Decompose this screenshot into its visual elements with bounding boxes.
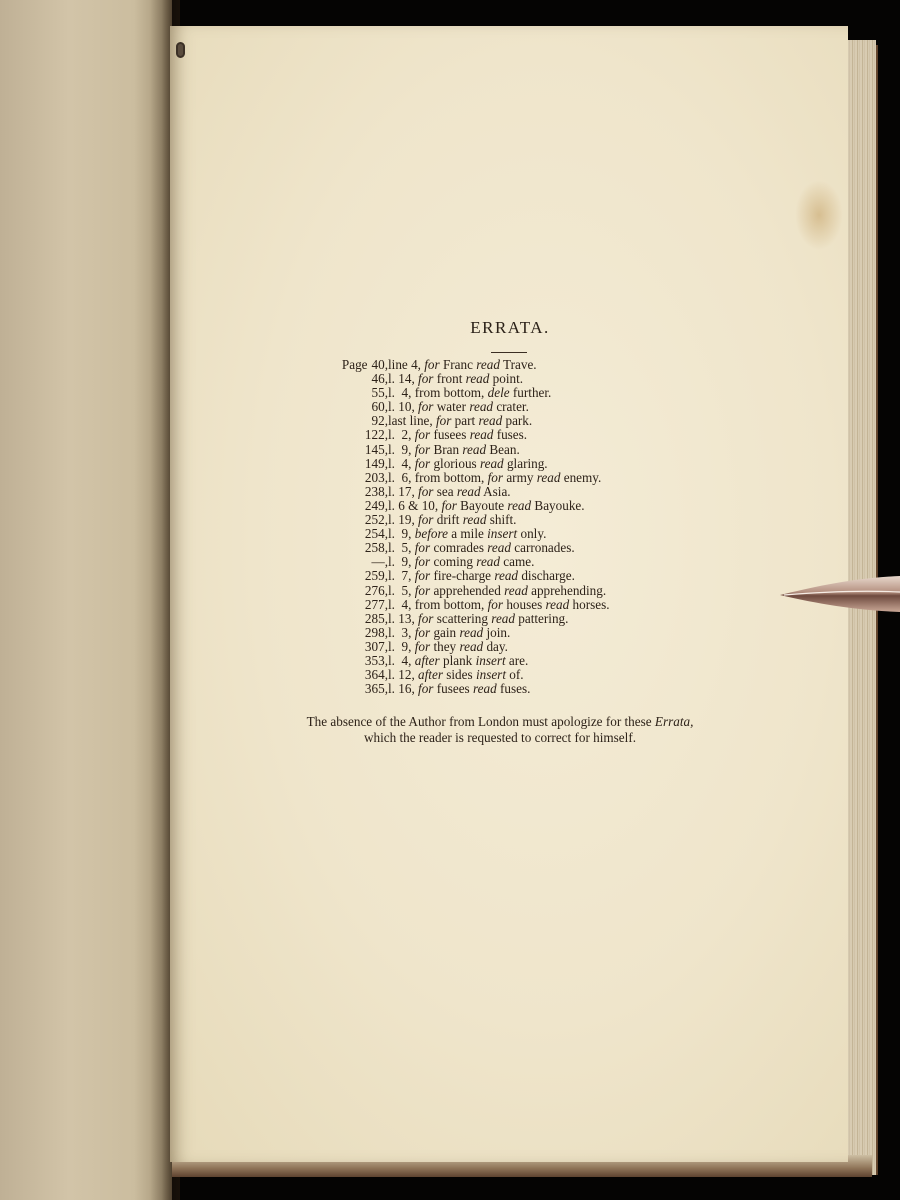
entry-part-a: for — [441, 497, 457, 513]
entry-page-value: 364, — [364, 667, 388, 683]
entry-page-value: 145, — [364, 441, 388, 457]
entry-correction — [388, 668, 524, 682]
entry-part-b: comrades — [430, 540, 488, 556]
entry-part-d: carronades. — [510, 540, 575, 556]
entry-part-c: read — [479, 455, 504, 471]
entry-part-d: enemy. — [560, 469, 602, 485]
errata-entry — [320, 569, 720, 583]
entry-page-number — [342, 358, 388, 372]
errata-entry — [320, 612, 720, 626]
entry-part-c: read — [504, 582, 528, 598]
entry-part-d: Bayouke. — [531, 497, 585, 513]
entry-part-b: scattering — [433, 610, 492, 626]
entry-part-a: for — [414, 554, 431, 570]
entry-part-d: came. — [499, 554, 535, 570]
entry-part-b: coming — [430, 554, 477, 570]
binding-pin-icon — [176, 42, 185, 58]
entry-part-c: read — [478, 413, 503, 429]
entry-part-c: insert — [475, 667, 506, 683]
entry-part-b: plank — [439, 652, 476, 668]
entry-page-number — [365, 640, 388, 654]
entry-part-c: insert — [487, 526, 518, 542]
entry-correction — [388, 358, 537, 372]
entry-part-c: read — [545, 596, 570, 612]
entry-correction — [388, 584, 606, 598]
errata-entry — [320, 386, 720, 400]
entry-correction — [388, 654, 528, 668]
entry-correction — [388, 682, 530, 696]
entry-part-text: l. 10, — [388, 399, 419, 415]
entry-part-c: read — [456, 483, 481, 499]
entry-part-a: dele — [487, 385, 510, 401]
entry-correction — [388, 443, 520, 457]
title-rule — [491, 352, 527, 353]
entry-part-a: for — [418, 610, 434, 626]
entry-part-b: houses — [503, 596, 546, 612]
entry-page-value: 122, — [364, 427, 388, 443]
entry-page-number — [372, 372, 388, 386]
entry-page-number — [365, 457, 388, 471]
entry-part-c: read — [462, 441, 487, 457]
entry-page-value: 149, — [364, 455, 388, 471]
entry-part-c: read — [473, 681, 497, 697]
entry-page-number — [365, 513, 388, 527]
errata-entry — [320, 400, 720, 414]
entry-part-text: l. 2, — [388, 427, 415, 443]
entry-page-number — [365, 428, 388, 442]
entry-part-b: fire-charge — [430, 568, 495, 584]
entry-part-a: for — [414, 638, 431, 654]
entry-page-number — [372, 555, 388, 569]
entry-page-number — [365, 569, 388, 583]
note-line-2: which the reader is requested to correct for himself. — [363, 729, 637, 745]
errata-entry — [320, 654, 720, 668]
errata-entry — [320, 555, 720, 569]
entry-part-c: read — [487, 540, 511, 556]
errata-entry — [320, 598, 720, 612]
errata-entry — [320, 640, 720, 654]
entry-part-b: water — [433, 399, 470, 415]
entry-part-d: Asia. — [480, 483, 511, 499]
entry-part-b: army — [503, 469, 537, 485]
entry-part-text: l. 9, — [388, 554, 415, 570]
entry-correction — [388, 555, 534, 569]
entry-correction — [388, 569, 575, 583]
entry-part-a: before — [414, 526, 448, 542]
entry-part-a: for — [414, 624, 431, 640]
errata-entry — [320, 457, 720, 471]
entry-correction — [388, 485, 511, 499]
errata-list — [320, 358, 720, 696]
foxing-stain — [795, 180, 843, 250]
entry-part-b: Bran — [430, 441, 463, 457]
entry-part-text: l. 9, — [388, 441, 415, 457]
entry-page-value: 203, — [364, 469, 388, 485]
entry-page-value: 46, — [371, 371, 388, 387]
entry-part-d: Trave. — [499, 357, 537, 372]
entry-correction — [388, 400, 529, 414]
entry-part-text: l. 4, from bottom, — [388, 385, 488, 401]
entry-part-d: only. — [517, 526, 547, 542]
errata-entry — [320, 626, 720, 640]
entry-part-c: insert — [475, 652, 506, 668]
entry-part-a: for — [487, 596, 504, 612]
entry-part-b: Bayoute — [456, 497, 508, 513]
entry-page-value: 40, — [371, 357, 388, 372]
entry-correction — [388, 612, 568, 626]
entry-page-number — [365, 471, 388, 485]
entry-part-c: read — [507, 497, 532, 513]
entry-part-a: for — [418, 371, 434, 387]
entry-part-text: l. 12, — [388, 667, 419, 683]
entry-part-d: glaring. — [503, 455, 548, 471]
entry-part-text: l. 4, — [388, 455, 415, 471]
entry-part-d: Bean. — [486, 441, 520, 457]
entry-page-value: 307, — [364, 638, 388, 654]
errata-entry — [320, 541, 720, 555]
entry-page-value: 60, — [371, 399, 388, 415]
entry-part-d: park. — [502, 413, 533, 429]
entry-part-text: line 4, — [388, 357, 425, 372]
entry-page-number — [372, 386, 388, 400]
entry-part-c: read — [469, 427, 494, 443]
entry-part-b: drift — [433, 512, 463, 528]
note-line-1 — [270, 714, 730, 730]
entry-part-text: l. 14, — [388, 371, 419, 387]
entry-part-a: after — [418, 667, 443, 683]
entry-page-number — [365, 527, 388, 541]
entry-page-value: 285, — [364, 610, 388, 626]
entry-page-value: —, — [371, 554, 388, 570]
entry-part-a: for — [487, 469, 504, 485]
entry-correction — [388, 513, 516, 527]
entry-correction — [388, 499, 585, 513]
entry-part-a: for — [424, 357, 440, 372]
entry-part-a: for — [414, 582, 431, 598]
entry-part-text: l. 19, — [388, 512, 419, 528]
errata-entry — [320, 584, 720, 598]
errata-entry — [320, 682, 720, 696]
entry-part-a: for — [414, 441, 431, 457]
errata-entry — [320, 499, 720, 513]
entry-page-value: 353, — [364, 652, 388, 668]
entry-page-value: 277, — [364, 596, 388, 612]
entry-part-b: apprehended — [430, 582, 505, 598]
entry-part-d: apprehending. — [527, 582, 607, 598]
entry-part-a: after — [414, 652, 440, 668]
entry-part-b: a mile — [447, 526, 488, 542]
entry-part-text: l. 7, — [388, 568, 415, 584]
entry-part-b: front — [433, 371, 466, 387]
entry-page-number — [365, 654, 388, 668]
entry-part-a: for — [418, 681, 434, 697]
entry-part-a: for — [414, 540, 431, 556]
entry-part-a: for — [435, 413, 452, 429]
entry-part-d: crater. — [493, 399, 529, 415]
errata-entry — [320, 414, 720, 428]
entry-part-text: l. 6, from bottom, — [388, 469, 488, 485]
entry-part-text: l. 17, — [388, 483, 419, 499]
entry-page-prefix: Page — [341, 357, 368, 372]
errata-entry — [320, 668, 720, 682]
entry-part-c: read — [494, 568, 519, 584]
errata-entry — [320, 527, 720, 541]
errata-title: ERRATA. — [470, 318, 550, 337]
entry-page-value: 92, — [371, 413, 388, 429]
entry-part-d: point. — [489, 371, 524, 387]
entry-part-b: glorious — [430, 455, 480, 471]
entry-part-b: part — [451, 413, 479, 429]
entry-part-b: gain — [430, 624, 460, 640]
entry-part-a: for — [418, 483, 434, 499]
entry-part-d: day. — [483, 638, 508, 654]
note-line-1-emphasis: Errata, — [654, 714, 694, 729]
entry-part-d: horses. — [569, 596, 610, 612]
entry-page-number — [365, 443, 388, 457]
entry-correction — [388, 386, 551, 400]
entry-page-number — [372, 400, 388, 414]
entry-part-text: l. 4, — [388, 652, 415, 668]
entry-part-a: for — [418, 512, 434, 528]
entry-page-value: 254, — [364, 526, 388, 542]
entry-correction — [388, 372, 523, 386]
entry-part-c: read — [491, 610, 515, 626]
entry-correction — [388, 471, 601, 485]
entry-part-b: Franc — [439, 357, 477, 372]
entry-part-d: pattering. — [514, 610, 569, 626]
left-facing-page — [0, 0, 172, 1200]
entry-part-c: read — [459, 624, 484, 640]
entry-part-b: sea — [433, 483, 457, 499]
entry-part-text: l. 9, — [388, 526, 415, 542]
errata-entry — [320, 485, 720, 499]
entry-page-value: 259, — [364, 568, 388, 584]
errata-entry — [320, 471, 720, 485]
entry-part-a: for — [414, 568, 431, 584]
entry-page-value: 276, — [364, 582, 388, 598]
entry-part-d: are. — [505, 652, 529, 668]
page-knife-icon — [780, 570, 900, 618]
entry-page-number — [365, 584, 388, 598]
entry-part-c: read — [469, 399, 494, 415]
entry-part-text: l. 3, — [388, 624, 415, 640]
entry-page-number — [365, 541, 388, 555]
entry-page-value: 252, — [364, 512, 388, 528]
entry-part-a: for — [418, 399, 434, 415]
note-line-1-text: The absence of the Author from London must apologize for these — [306, 714, 655, 729]
errata-entry — [320, 443, 720, 457]
entry-part-b: they — [430, 638, 460, 654]
entry-part-text: l. 9, — [388, 638, 415, 654]
entry-part-text: l. 5, — [388, 582, 415, 598]
entry-part-c: read — [476, 357, 500, 372]
entry-part-c: read — [462, 512, 487, 528]
entry-correction — [388, 640, 508, 654]
entry-part-d: join. — [483, 624, 511, 640]
entry-part-d: fuses. — [493, 427, 528, 443]
entry-part-text: l. 4, from bottom, — [388, 596, 488, 612]
entry-part-c: read — [459, 638, 484, 654]
entry-page-value: 249, — [364, 497, 388, 513]
entry-page-value: 55, — [371, 385, 388, 401]
entry-page-value: 258, — [364, 540, 388, 556]
entry-page-number — [365, 598, 388, 612]
entry-part-c: read — [465, 371, 490, 387]
entry-part-a: for — [414, 427, 431, 443]
entry-part-text: l. 5, — [388, 540, 415, 556]
entry-part-text: l. 16, — [388, 681, 419, 697]
entry-part-b: fusees — [430, 427, 470, 443]
entry-correction — [388, 541, 575, 555]
entry-page-value: 365, — [364, 681, 388, 697]
entry-page-number — [365, 626, 388, 640]
errata-note — [270, 714, 730, 745]
entry-part-d: of. — [505, 667, 524, 683]
entry-part-text: last line, — [388, 413, 436, 429]
entry-page-number — [365, 612, 388, 626]
entry-part-d: shift. — [486, 512, 517, 528]
errata-entry — [320, 372, 720, 386]
entry-page-value: 298, — [364, 624, 388, 640]
entry-page-number — [372, 414, 388, 428]
entry-part-a: for — [414, 455, 431, 471]
entry-page-number — [365, 499, 388, 513]
entry-correction — [388, 527, 546, 541]
entry-correction — [388, 598, 610, 612]
entry-part-d: fuses. — [496, 681, 531, 697]
entry-correction — [388, 626, 510, 640]
entry-part-c: read — [476, 554, 500, 570]
entry-page-value: 238, — [364, 483, 388, 499]
errata-entry — [320, 428, 720, 442]
entry-correction — [388, 414, 532, 428]
entry-page-number — [365, 682, 388, 696]
entry-page-number — [365, 485, 388, 499]
entry-part-d: discharge. — [518, 568, 575, 584]
entry-part-b: fusees — [433, 681, 473, 697]
entry-part-b: sides — [442, 667, 476, 683]
entry-page-number — [365, 668, 388, 682]
errata-entry — [320, 358, 720, 372]
entry-part-text: l. 6 & 10, — [388, 497, 442, 513]
entry-correction — [388, 457, 548, 471]
entry-part-text: l. 13, — [388, 610, 419, 626]
errata-entry — [320, 513, 720, 527]
entry-part-c: read — [536, 469, 561, 485]
entry-part-b: further. — [509, 385, 552, 401]
entry-correction — [388, 428, 527, 442]
